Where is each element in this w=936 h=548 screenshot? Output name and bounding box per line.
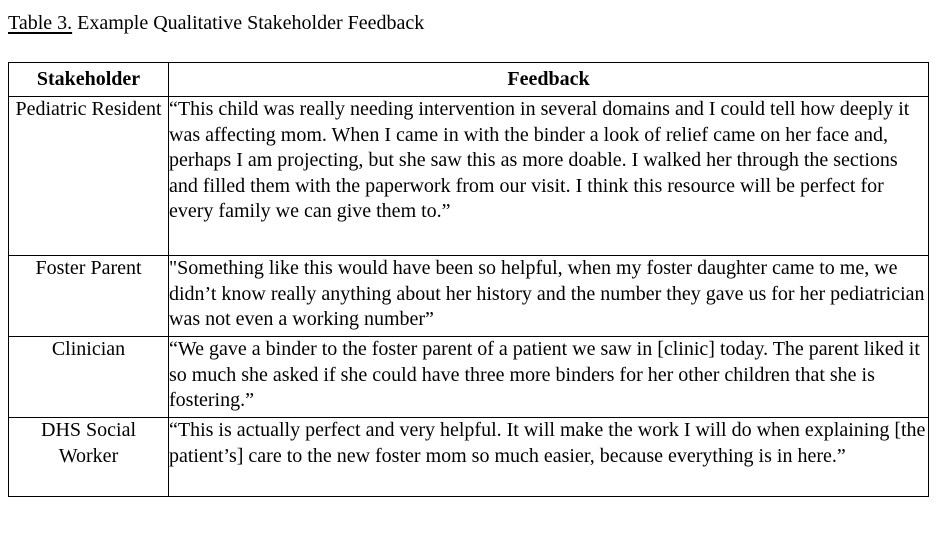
table-number-label: Table 3. bbox=[8, 12, 73, 34]
table-header-row bbox=[9, 63, 929, 97]
stakeholder-feedback-table bbox=[8, 62, 929, 497]
table-caption bbox=[8, 10, 424, 36]
feedback-cell: "Something like this would have been so helpful, when my foster daughter came to me, we didn’t know really anything about her history and the number they gave us for her pediatrician was not even a working number” bbox=[169, 256, 929, 337]
table-row bbox=[9, 418, 929, 497]
table-row bbox=[9, 97, 929, 256]
feedback-cell: “This is actually perfect and very helpful. It will make the work I will do when explaining [the patient’s] care to the new foster mom so much easier, because everything is in here.” bbox=[169, 418, 929, 497]
table-row bbox=[9, 256, 929, 337]
feedback-cell: “This child was really needing intervention in several domains and I could tell how deeply it was affecting mom. When I came in with the binder a look of relief came on her face and, perhaps I am projecting, but she saw this as more doable. I walked her through the sections and filled them with the paperwork from our visit. I think this resource will be perfect for every family we can give them to.” bbox=[169, 97, 929, 256]
table-title: Example Qualitative Stakeholder Feedback bbox=[72, 12, 425, 34]
header-feedback: Feedback bbox=[169, 63, 929, 97]
stakeholder-cell: Pediatric Resident bbox=[9, 97, 169, 256]
stakeholder-cell: Clinician bbox=[9, 337, 169, 418]
header-stakeholder: Stakeholder bbox=[9, 63, 169, 97]
table-row bbox=[9, 337, 929, 418]
stakeholder-cell: DHS Social Worker bbox=[9, 418, 169, 497]
stakeholder-cell: Foster Parent bbox=[9, 256, 169, 337]
feedback-cell: “We gave a binder to the foster parent of a patient we saw in [clinic] today. The parent liked it so much she asked if she could have three more binders for her other children that she is fostering.” bbox=[169, 337, 929, 418]
